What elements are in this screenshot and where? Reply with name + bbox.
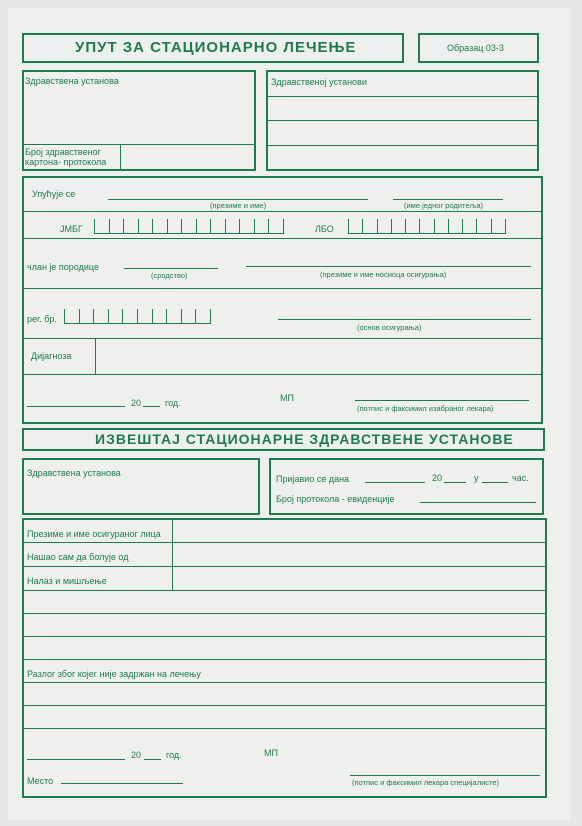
registered-year-20: 20 <box>432 473 443 483</box>
divider <box>22 590 547 591</box>
divider <box>22 338 543 339</box>
diagnosis-label: Дијагноза <box>31 351 72 361</box>
registered-hour-line <box>482 482 508 483</box>
divider <box>120 144 121 171</box>
refers-label: Упућује се <box>32 189 76 199</box>
divider <box>95 338 96 374</box>
record-number-label-1: Број здравственог <box>25 147 101 157</box>
divider <box>172 518 173 590</box>
insurance-basis-line <box>278 319 531 320</box>
insured-full-name-label: Презиме и име осигураног лица <box>27 529 161 539</box>
sending-institution-label: Здравствена установа <box>25 76 119 86</box>
divider <box>266 120 539 121</box>
lbo-label: ЛБО <box>315 224 334 234</box>
insured-name-caption: (презиме и име носиоца осигурања) <box>320 270 447 279</box>
divider <box>22 288 543 289</box>
divider <box>22 728 547 729</box>
year-20-label: 20 <box>131 398 142 408</box>
parent-name-caption: (име једног родитеља) <box>404 201 484 210</box>
parent-name-line <box>393 199 503 200</box>
divider <box>266 96 539 97</box>
jmbg-cells <box>94 219 284 234</box>
divider <box>22 566 547 567</box>
date-line <box>27 406 125 407</box>
patient-section <box>22 176 543 424</box>
kinship-caption: (сродство) <box>151 271 188 280</box>
registered-year-line <box>444 482 466 483</box>
divider <box>22 613 547 614</box>
report-date-line <box>27 759 125 760</box>
report-mp-label: МП <box>264 748 278 758</box>
registered-at-label: у <box>474 473 479 483</box>
divider <box>22 211 543 212</box>
divider <box>22 682 547 683</box>
admission-box <box>269 458 544 515</box>
doctor-signature-line <box>355 400 529 401</box>
family-member-label: члан је породице <box>27 262 99 272</box>
registered-hour-label: час. <box>512 473 529 483</box>
doctor-signature-caption: (потпис и факсимил изабраног лекара) <box>357 404 494 413</box>
year-line <box>143 406 160 407</box>
report-year-line <box>144 759 161 760</box>
registered-on-label: Пријавио се дана <box>276 474 350 484</box>
registered-date-line <box>365 482 425 483</box>
divider <box>266 145 539 146</box>
report-institution-label: Здравствена установа <box>27 468 121 478</box>
divider <box>22 542 547 543</box>
divider <box>22 636 547 637</box>
place-label: Место <box>27 776 54 786</box>
insurance-basis-caption: (основ осигурања) <box>357 323 422 332</box>
report-year-god: год. <box>166 750 182 760</box>
report-title: ИЗВЕШТАЈ СТАЦИОНАРНЕ ЗДРАВСТВЕНЕ УСТАНОВЕ <box>95 431 514 447</box>
reg-no-cells <box>64 309 211 324</box>
report-institution-box <box>22 458 260 515</box>
report-year-20: 20 <box>131 750 142 760</box>
lbo-cells <box>348 219 506 234</box>
specialist-signature-caption: (потпис и факсимил лекара специјалисте) <box>352 778 500 787</box>
divider <box>22 238 543 239</box>
reg-no-label: рег. бр. <box>27 314 57 324</box>
divider <box>22 374 543 375</box>
record-number-label-2: картона- протокола <box>25 157 107 167</box>
year-god-label: год. <box>165 398 181 408</box>
findings-label: Налаз и мишљење <box>27 576 107 586</box>
found-sick-from-label: Нашао сам да болује од <box>27 552 129 562</box>
not-kept-reason-label: Разлог због којег није задржан на лечењу <box>27 669 201 679</box>
specialist-signature-line <box>350 775 540 776</box>
divider <box>22 659 547 660</box>
divider <box>22 705 547 706</box>
insured-name-line <box>246 266 531 267</box>
kinship-line <box>124 268 218 269</box>
receiving-institution-label: Здравственој установи <box>271 77 367 87</box>
mp-stamp-label: МП <box>280 393 294 403</box>
surname-name-line <box>108 199 368 200</box>
place-line <box>61 783 183 784</box>
jmbg-label: ЈМБГ <box>60 224 83 234</box>
form-title: УПУТ ЗА СТАЦИОНАРНО ЛЕЧЕЊЕ <box>75 39 357 56</box>
surname-name-caption: (презиме и име) <box>210 201 267 210</box>
protocol-number-label: Број протокола - евиденције <box>276 494 395 504</box>
divider <box>22 144 256 145</box>
form-code: Образац 03-3 <box>447 43 504 53</box>
protocol-number-line <box>420 502 536 503</box>
